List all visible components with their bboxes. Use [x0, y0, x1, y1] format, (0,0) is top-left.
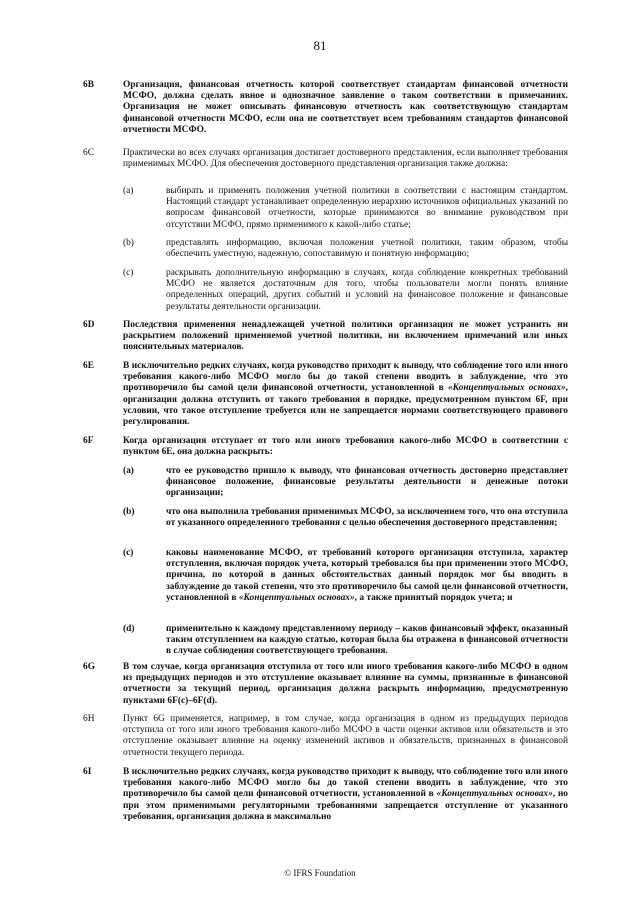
list-item-text: представлять информацию, включая положения учетной политики, таким образом, чтобы обеспечить уместную, надежную, сопоставимую и понятную информацию;: [166, 238, 568, 260]
list-item-text: что ее руководство пришло к выводу, что финансовая отчетность достоверно представляет финансовое положение, финансовые результаты деятельности и денежные потоки организации;: [166, 466, 568, 499]
paragraph-label: 6H: [83, 714, 95, 724]
list-item-label: (c): [123, 268, 134, 278]
list-item-6c-a: [123, 186, 568, 231]
list-item-text: раскрывать дополнительную информацию в случаях, когда соблюдение конкретных требований МСФО не является достаточным для того, чтобы пользователи могли понять влияние определенных операций, других событий и условий на финансовое положение и финансовые результаты деятельности организации.: [166, 268, 568, 312]
paragraph-6i: [83, 767, 568, 835]
list-item-text: применительно к каждому представленному периоду – каков финансовый эффект, оказанный таким отступлением на каждую статью, которая была бы отражена в финансовой отчетности в случае соблюдения соответствующего требования.: [166, 624, 568, 657]
list-item-6f-c: [123, 548, 568, 616]
paragraph-text: Когда организация отступает от того или иного требования какого-либо МСФО в соответствии с пунктом 6E, она должна раскрыть:: [123, 436, 568, 458]
paragraph-label: 6C: [83, 148, 94, 158]
paragraph-label: 6F: [83, 436, 94, 446]
paragraph-label: 6D: [83, 320, 95, 330]
paragraph-text: В том случае, когда организация отступила от того или иного требования какого-либо МСФО в одном из предыдущих периодов и это отступление оказывает влияние на суммы, признанные в финансовой отчетности за текущий период, организация должна раскрыть информацию, предусмотренную пунктами 6F(c)–6F(d).: [123, 662, 568, 706]
paragraph-text: В исключительно редких случаях, когда руководство приходит к выводу, что соблюдение того или иного требования какого-либо МСФО могло бы до такой степени вводить в заблуждение, что это противоречило бы самой цели финансовой отчетности, установленной в «Концептуальных основах», но при этом применимыми регуляторными требованиями запрещается отступление от указанного требования, организация должна в максимально: [123, 767, 568, 822]
list-item-text: выбирать и применять положения учетной политики в соответствии с настоящим стандартом. Настоящий стандарт устанавливает определенную иерархию источников официальных указаний по вопросам финансовой отчетности, которые принимаются во внимание руководством при отсутствии МСФО, прямо применимого к какой-либо статье;: [166, 186, 568, 230]
page-footer: © IFRS Foundation: [284, 868, 356, 878]
paragraph-label: 6E: [83, 361, 94, 371]
paragraph-6d: [83, 320, 568, 354]
list-item-label: (b): [123, 238, 134, 248]
paragraph-text: Организация, финансовая отчетность которой соответствует стандартам финансовой отчетности МСФО, должна сделать явное и однозначное заявление о таком соответствии в примечаниях. Организация не может описывать финансовую отчетность как соответствующую стандартам финансовой отчетности МСФО, если она не соответствует всем требованиям стандартов финансовой отчетности МСФО.: [123, 80, 568, 135]
paragraph-label: 6I: [83, 767, 92, 777]
list-item-text: каковы наименование МСФО, от требований которого организация отступила, характер отступления, включая порядок учета, который требовался бы при применении этого МСФО, причина, по которой в данных обстоятельствах данный порядок мог бы вводить в заблуждение до такой степени, что это противоречило бы самой цели финансовой отчетности, установленной в «Концептуальных основах», а также принятый порядок учета; и: [166, 548, 568, 603]
list-item-label: (c): [123, 548, 134, 558]
list-item-label: (b): [123, 507, 135, 517]
list-item-6f-a: [123, 466, 568, 500]
list-item-6c-b: [123, 238, 568, 261]
paragraph-6g: [83, 662, 568, 707]
list-item-label: (d): [123, 624, 135, 634]
paragraph-text: Последствия применения ненадлежащей учетной политики организация не может устранить ни раскрытием положений применяемой учетной политики, ни включением примечаний или иных пояснительных материалов.: [123, 320, 568, 353]
list-item-6f-d: [123, 624, 568, 658]
page-number: 81: [313, 38, 327, 53]
list-item-6f-b: [123, 507, 568, 541]
list-item-6c-c: [123, 268, 568, 313]
list-item-label: (a): [123, 186, 134, 196]
paragraph-6f: [83, 436, 568, 459]
paragraph-6b: [83, 80, 568, 136]
paragraph-label: 6B: [83, 80, 94, 90]
paragraph-text: Практически во всех случаях организация достигает достоверного представления, если выполняет требования применимых МСФО. Для обеспечения достоверного представления организация также должна:: [123, 148, 568, 170]
paragraph-6e: [83, 361, 568, 429]
list-item-text: что она выполнила требования применимых МСФО, за исключением того, что она отступила от указанного определенного требования с целью обеспечения достоверного представления;: [166, 507, 568, 529]
paragraph-6h: [83, 714, 568, 759]
paragraph-label: 6G: [83, 662, 95, 672]
paragraph-text: В исключительно редких случаях, когда руководство приходит к выводу, что соблюдение того или иного требования какого-либо МСФО могло бы до такой степени вводить в заблуждение, что это противоречило бы самой цели финансовой отчетности, установленной в «Концептуальных основах», организация должна отступить от такого требования в порядке, предусмотренном пунктом 6F, при условии, что такое отступление требуется или не запрещается нормами соответствующего правового регулирования.: [123, 361, 568, 428]
paragraph-text: Пункт 6G применяется, например, в том случае, когда организация в одном из предыдущих периодов отступила от того или иного требования какого-либо МСФО в части оценки активов или обязательств и это отступление оказывает влияние на оценку изменений активов и обязательств, признанных в финансовой отчетности текущего периода.: [123, 714, 568, 758]
paragraph-6c: [83, 148, 568, 182]
list-item-label: (a): [123, 466, 134, 476]
